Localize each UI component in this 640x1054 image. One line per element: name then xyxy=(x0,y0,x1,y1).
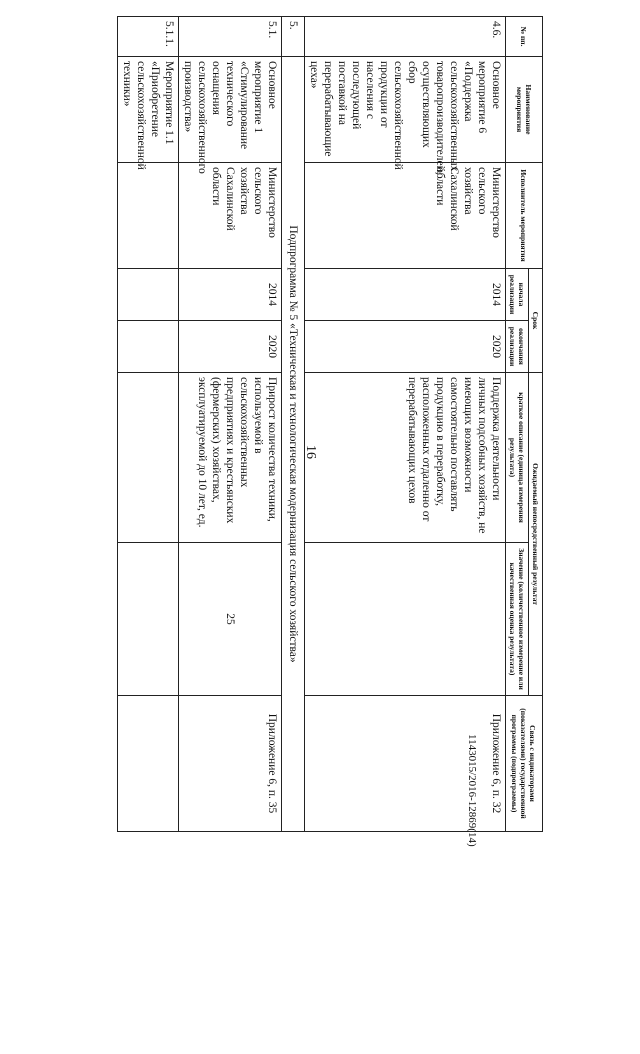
header-link: Связь с индикаторами (показателями) государственной программы (подпрограммы) xyxy=(506,696,543,832)
header-term-start: начала реализации xyxy=(506,269,529,321)
cell-end: 2020 xyxy=(305,321,506,373)
cell-desc: Поддержка деятельности личных подсобных хозяйств, не имеющих возможности самостоятельно поставлять продукцию в переработку, расположенных отдаленно от перерабатывающих цехов xyxy=(305,373,506,543)
cell-subprogram-title: Подпрограмма № 5 «Техническая и технологическая модернизация сельского хозяйства» xyxy=(282,57,305,832)
table-row xyxy=(179,17,282,832)
cell-end xyxy=(118,321,179,373)
cell-start xyxy=(118,269,179,321)
program-table xyxy=(117,16,543,832)
table-row xyxy=(118,17,179,832)
cell-end: 2020 xyxy=(179,321,282,373)
page-number: 16 xyxy=(303,445,318,459)
cell-desc: Прирост количества техники, используемой в сельскохозяйственных предприятиях и крестьянских (фермерских) хозяйствах, эксплуатируемой до 10 лет, ед. xyxy=(179,373,282,543)
header-term: Срок xyxy=(529,269,543,373)
table-row xyxy=(305,17,506,832)
cell-link: Приложение 6, п. 35 xyxy=(179,696,282,832)
header-executor: Исполнитель мероприятия xyxy=(506,163,543,269)
cell-num: 4.6. xyxy=(305,17,506,57)
cell-name: Основное мероприятие 6 «Поддержка сельскохозяйственных товаропроизводителей, осуществляющих сбор сельскохозяйственной продукции от населения с последующей поставкой на перерабатывающие цеха» xyxy=(305,57,506,163)
cell-num: 5.1. xyxy=(179,17,282,57)
header-name: Наименование мероприятия xyxy=(506,57,543,163)
header-expected-value: Значение (количественное измерение или качественная оценка результата) xyxy=(506,543,529,696)
cell-name: Мероприятие 1.1 «Приобретение сельскохозяйственной техники» xyxy=(118,57,179,163)
cell-start: 2014 xyxy=(179,269,282,321)
cell-executor: Министерство сельского хозяйства Сахалинской области xyxy=(305,163,506,269)
cell-name: Основное мероприятие 1 «Стимулирование технического оснащения сельскохозяйственного производства» xyxy=(179,57,282,163)
cell-executor xyxy=(118,163,179,269)
cell-link: Приложение 6, п. 32 xyxy=(305,696,506,832)
cell-num: 5. xyxy=(282,17,305,57)
header-expected-desc: краткое описание (единица измерения результата) xyxy=(506,373,529,543)
cell-num: 5.1.1. xyxy=(118,17,179,57)
table-header-row xyxy=(529,17,543,832)
cell-value xyxy=(118,543,179,696)
footer-document-code: 1143015/2016-12869(14) xyxy=(466,734,478,847)
cell-executor: Министерство сельского хозяйства Сахалинской области xyxy=(179,163,282,269)
header-num: № пп. xyxy=(506,17,543,57)
cell-desc xyxy=(118,373,179,543)
cell-value: 25 xyxy=(179,543,282,696)
cell-link xyxy=(118,696,179,832)
table-row-subprogram xyxy=(282,17,305,832)
program-table-rotated xyxy=(107,16,543,831)
header-term-end: окончания реализации xyxy=(506,321,529,373)
cell-value xyxy=(305,543,506,696)
header-expected: Ожидаемый непосредственный результат xyxy=(529,373,543,696)
cell-start: 2014 xyxy=(305,269,506,321)
